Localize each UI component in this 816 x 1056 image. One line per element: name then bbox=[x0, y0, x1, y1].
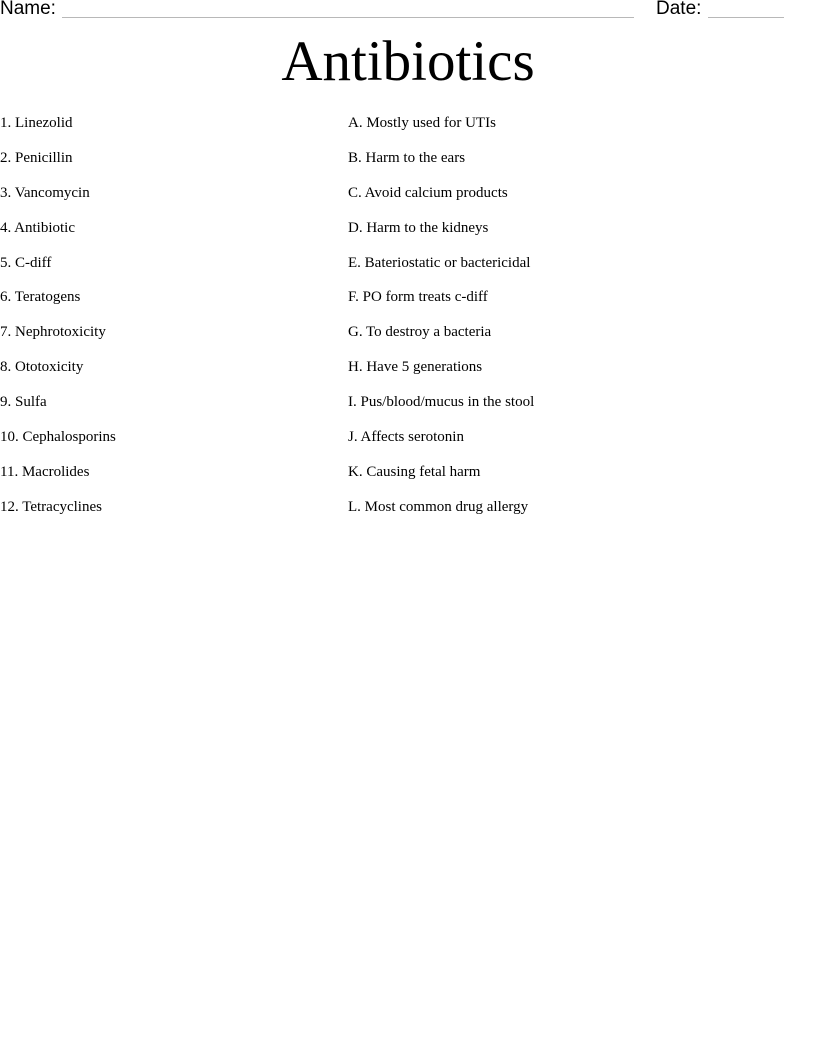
term-item: 8. Ototoxicity bbox=[0, 359, 84, 376]
name-blank-line bbox=[62, 17, 634, 18]
name-label: Name: bbox=[0, 0, 56, 19]
definition-item: A. Mostly used for UTIs bbox=[348, 115, 496, 131]
date-blank-line bbox=[708, 17, 784, 18]
definition-item: E. Bateriostatic or bactericidal bbox=[348, 254, 531, 271]
definition-item: J. Affects serotonin bbox=[348, 429, 464, 446]
definitions-list bbox=[348, 112, 534, 531]
definition-item: D. Harm to the kidneys bbox=[348, 219, 489, 236]
definition-item: F. PO form treats c-diff bbox=[348, 289, 488, 306]
term-item: 12. Tetracyclines bbox=[0, 498, 102, 515]
term-item: 4. Antibiotic bbox=[0, 219, 75, 236]
term-item: 10. Cephalosporins bbox=[0, 429, 116, 446]
term-item: 9. Sulfa bbox=[0, 394, 47, 411]
terms-list bbox=[0, 112, 116, 531]
term-item: 1. Linezolid bbox=[0, 115, 73, 131]
definition-item: I. Pus/blood/mucus in the stool bbox=[348, 394, 535, 411]
term-item: 11. Macrolides bbox=[0, 463, 90, 480]
term-item: 7. Nephrotoxicity bbox=[0, 324, 106, 341]
worksheet-header bbox=[0, 0, 816, 24]
date-label: Date: bbox=[656, 0, 702, 19]
worksheet-title: Antibiotics bbox=[281, 30, 535, 93]
term-item: 3. Vancomycin bbox=[0, 184, 90, 201]
definition-item: L. Most common drug allergy bbox=[348, 498, 529, 515]
definition-item: K. Causing fetal harm bbox=[348, 463, 481, 480]
definition-item: C. Avoid calcium products bbox=[348, 184, 508, 201]
definition-item: B. Harm to the ears bbox=[348, 149, 466, 166]
term-item: 5. C-diff bbox=[0, 254, 52, 271]
definition-item: H. Have 5 generations bbox=[348, 359, 483, 376]
term-item: 6. Teratogens bbox=[0, 289, 81, 306]
term-item: 2. Penicillin bbox=[0, 149, 73, 166]
definition-item: G. To destroy a bacteria bbox=[348, 324, 492, 341]
